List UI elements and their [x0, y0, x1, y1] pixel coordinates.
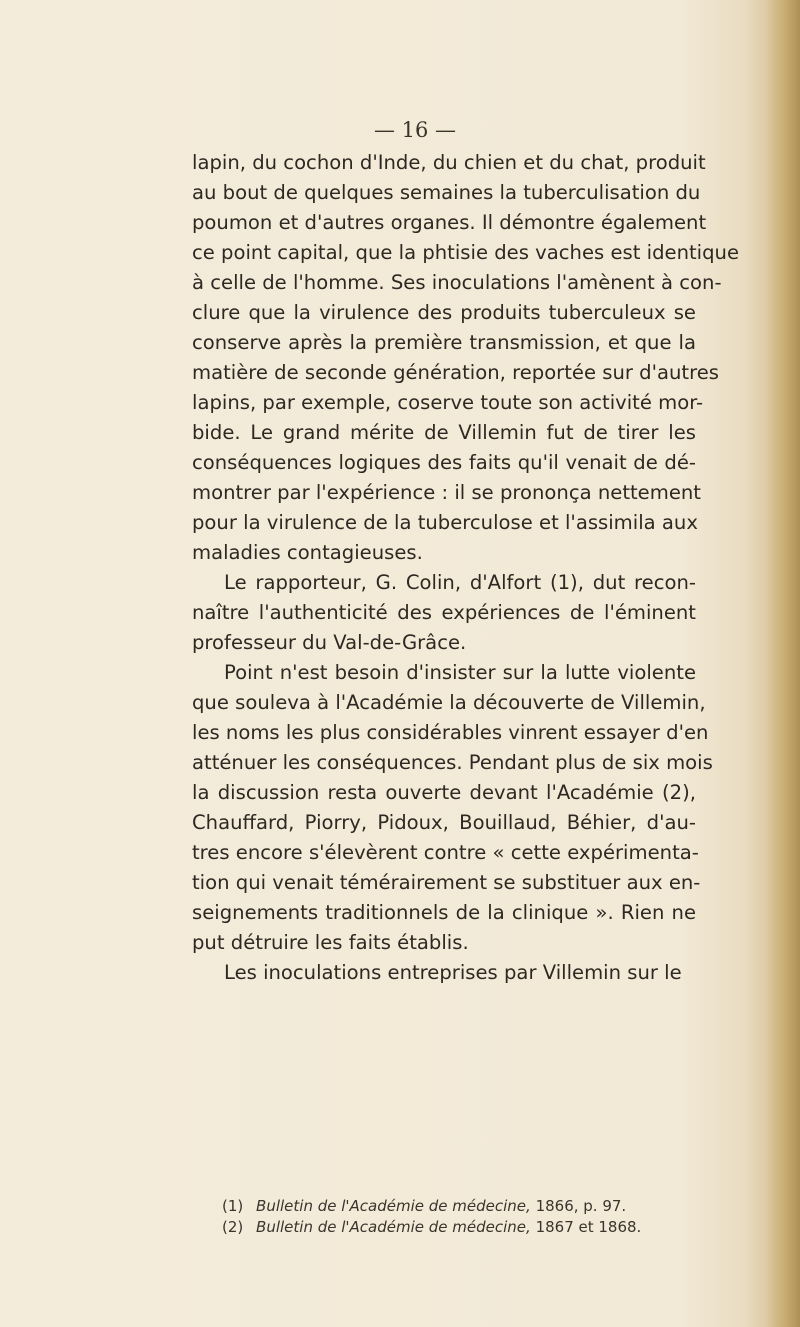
text-line: lapins, par exemple, coserve toute son activité mor-	[192, 391, 704, 414]
footnotes	[222, 1196, 702, 1238]
text-line: conséquences logiques des faits qu'il venait de dé-	[192, 451, 696, 474]
text-line: au bout de quelques semaines la tuberculisation du	[192, 181, 701, 204]
text-line: matière de seconde génération, reportée sur d'autres	[192, 361, 719, 384]
text-line: clure que la virulence des produits tuberculeux se	[192, 301, 696, 324]
text-line: pour la virulence de la tuberculose et l'assimila aux	[192, 511, 698, 534]
page-edge-shadow	[766, 0, 800, 1327]
text-line: tion qui venait témérairement se substituer aux en-	[192, 871, 701, 894]
text-line: ce point capital, que la phtisie des vaches est identique	[192, 241, 740, 264]
text-line: conserve après la première transmission, et que la	[192, 331, 696, 354]
text-line: la discussion resta ouverte devant l'Académie (2),	[192, 781, 696, 804]
text-line: Les inoculations entreprises par Villemin sur le	[224, 961, 682, 984]
text-line: lapin, du cochon d'Inde, du chien et du chat, produit	[192, 151, 706, 174]
footnote-source: Bulletin de l'Académie de médecine,	[256, 1197, 531, 1215]
text-line: maladies contagieuses.	[192, 541, 423, 564]
footnote	[222, 1196, 702, 1217]
text-line: montrer par l'expérience : il se prononça nettement	[192, 481, 701, 504]
text-line: que souleva à l'Académie la découverte de Villemin,	[192, 691, 706, 714]
footnote-details: 1867 et 1868.	[535, 1218, 642, 1236]
footnote	[222, 1217, 702, 1238]
body-text	[192, 148, 740, 988]
footnote-number: (1)	[222, 1197, 244, 1215]
footnote-details: 1866, p. 97.	[535, 1197, 627, 1215]
text-line: professeur du Val-de-Grâce.	[192, 631, 467, 654]
text-line: atténuer les conséquences. Pendant plus de six mois	[192, 751, 713, 774]
text-line: bide. Le grand mérite de Villemin fut de tirer les	[192, 421, 696, 444]
text-line: Point n'est besoin d'insister sur la lutte violente	[224, 661, 696, 684]
footnote-source: Bulletin de l'Académie de médecine,	[256, 1218, 531, 1236]
text-line: Le rapporteur, G. Colin, d'Alfort (1), dut recon-	[224, 571, 696, 594]
text-line: poumon et d'autres organes. Il démontre également	[192, 211, 707, 234]
text-line: put détruire les faits établis.	[192, 931, 469, 954]
text-line: naître l'authenticité des expériences de l'éminent	[192, 601, 696, 624]
text-line: à celle de l'homme. Ses inoculations l'amènent à con-	[192, 271, 722, 294]
footnote-number: (2)	[222, 1218, 244, 1236]
text-line: tres encore s'élevèrent contre « cette expérimenta-	[192, 841, 699, 864]
text-line: Chauffard, Piorry, Pidoux, Bouillaud, Béhier, d'au-	[192, 811, 696, 834]
text-line: les noms les plus considérables vinrent essayer d'en	[192, 721, 709, 744]
text-line: seignements traditionnels de la clinique ». Rien ne	[192, 901, 696, 924]
page-number: — 16 —	[373, 118, 457, 142]
